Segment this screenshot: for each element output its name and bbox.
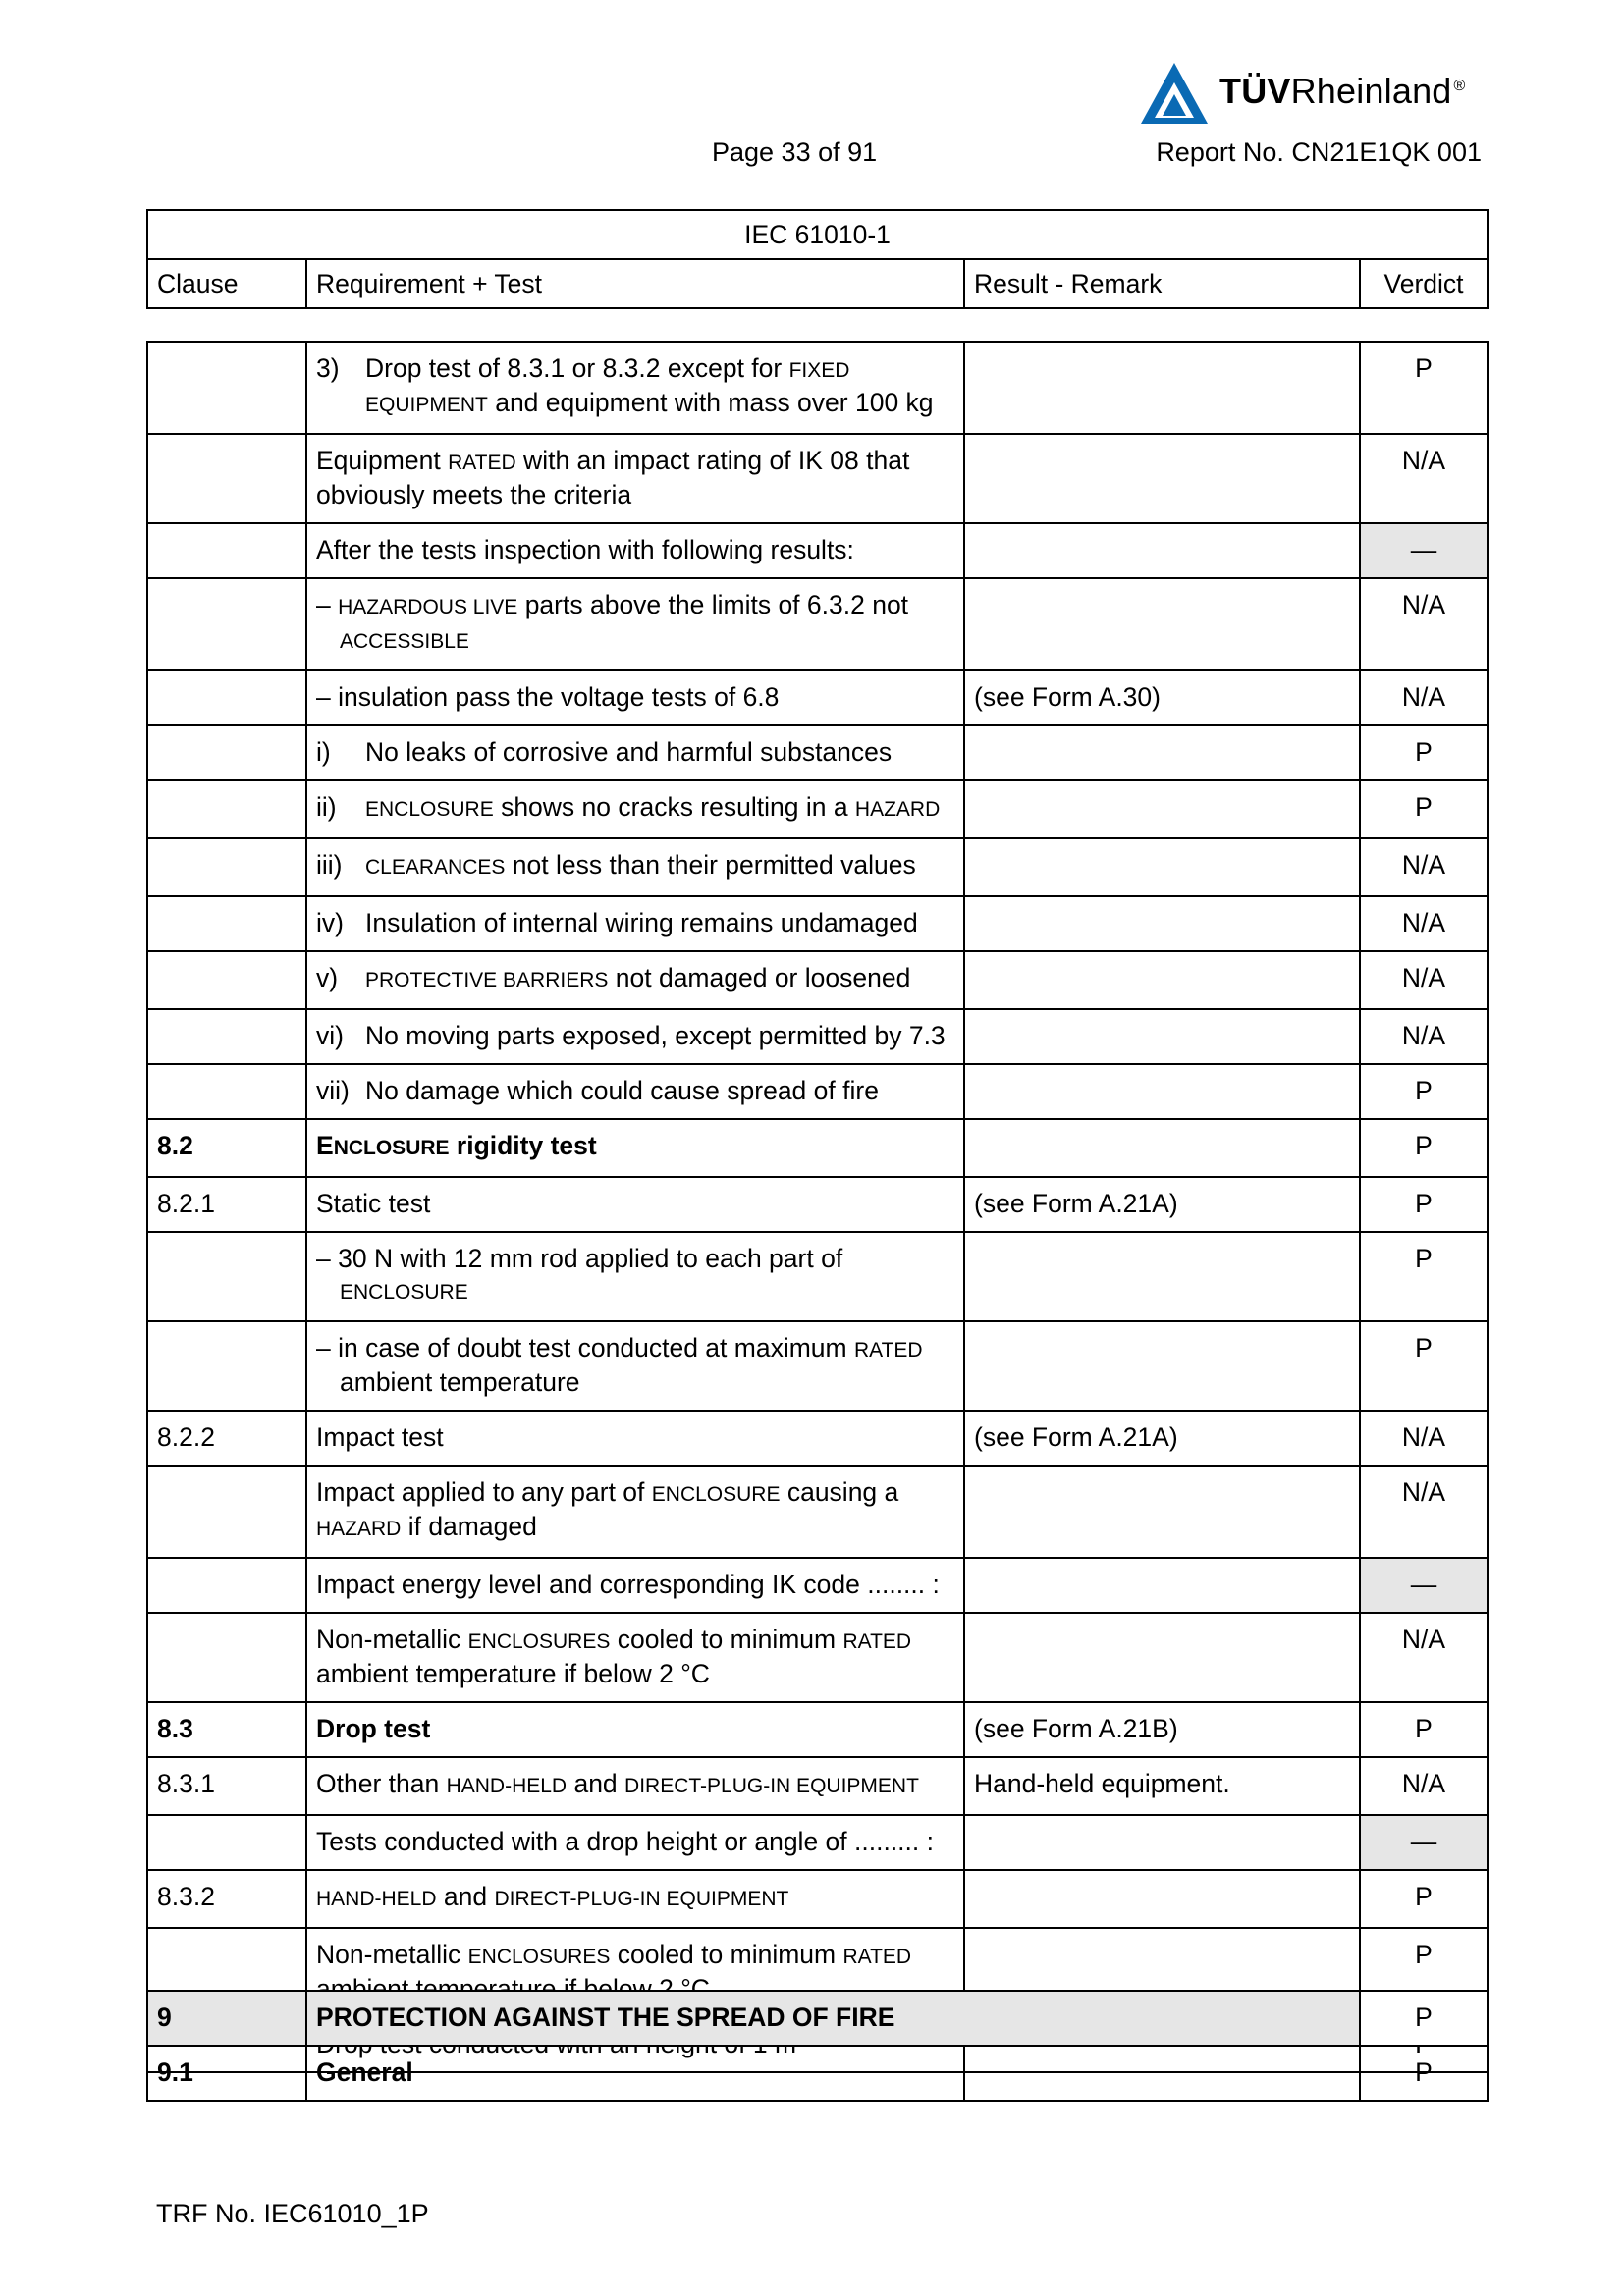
requirement-text: ambient temperature if below 2 °C [316, 1974, 710, 2003]
table-row [147, 1064, 1488, 1119]
clause-cell [147, 838, 306, 896]
requirement-text: No moving parts exposed, except permitted by 7.3 [365, 1021, 946, 1050]
requirement-text: not damaged or loosened [608, 963, 911, 992]
table-row [147, 1321, 1488, 1411]
requirement-cell [306, 1613, 964, 1702]
page-number: Page 33 of 91 [712, 137, 878, 167]
verdict-cell: P [1360, 342, 1488, 434]
requirement-text: Other than [316, 1769, 447, 1798]
clause-cell: 8.3.1 [147, 1757, 306, 1815]
table-row [147, 1702, 1488, 1757]
table-row [147, 342, 1488, 434]
small-caps-term: NCLOSURE [333, 1137, 450, 1159]
requirement-cell [306, 780, 964, 838]
table-row [147, 1411, 1488, 1466]
verdict-cell: P [1360, 780, 1488, 838]
result-cell [964, 1613, 1360, 1702]
requirement-text: Equipment [316, 446, 449, 475]
logo-wordmark [1219, 71, 1466, 112]
requirement-text: Impact test [316, 1422, 444, 1452]
clause-cell [147, 578, 306, 670]
small-caps-term: RATED [853, 1339, 923, 1362]
table-row [147, 1466, 1488, 1558]
col-requirement-header: Requirement + Test [306, 259, 964, 308]
table-row [147, 838, 1488, 896]
dash-item [316, 1243, 954, 1308]
small-caps-term: HAZARD [854, 798, 941, 821]
col-result-header: Result - Remark [964, 259, 1360, 308]
small-caps-term: HAZARD [316, 1518, 402, 1540]
clause-cell [147, 1815, 306, 1870]
requirement-text: No leaks of corrosive and harmful substances [365, 737, 893, 767]
clause-9-1-verdict: P [1360, 2046, 1488, 2101]
requirement-cell [306, 1009, 964, 1064]
small-caps-term: HAZARDOUS LIVE [338, 596, 518, 618]
requirement-cell [306, 1321, 964, 1411]
requirement-cell [306, 1558, 964, 1613]
clause-cell [147, 670, 306, 725]
requirements-body [147, 342, 1488, 2072]
enumerated-item [316, 352, 954, 421]
verdict-cell: P [1360, 1702, 1488, 1757]
table-row [147, 670, 1488, 725]
clause-cell [147, 725, 306, 780]
verdict-cell: P [1360, 1177, 1488, 1232]
small-caps-term: DIRECT-PLUG-IN EQUIPMENT [494, 1888, 789, 1910]
col-verdict-header: Verdict [1360, 259, 1488, 308]
result-cell [964, 1009, 1360, 1064]
requirement-cell [306, 1411, 964, 1466]
requirement-text: ambient temperature if below 2 °C [316, 1659, 710, 1688]
requirement-text: if damaged [401, 1512, 537, 1541]
col-clause-header: Clause [147, 259, 306, 308]
requirement-text: Drop test of 8.3.1 or 8.3.2 except for [365, 353, 789, 383]
requirement-text: – [316, 590, 339, 619]
verdict-cell: N/A [1360, 951, 1488, 1009]
requirement-text: Insulation of internal wiring remains undamaged [365, 908, 918, 937]
tuv-triangle-icon [1139, 61, 1210, 126]
requirements-table [146, 341, 1489, 2073]
result-cell: (see Form A.21A) [964, 1411, 1360, 1466]
table-row [147, 1870, 1488, 1928]
requirement-text: and equipment with mass over 100 kg [487, 388, 934, 417]
requirement-cell [306, 1702, 964, 1757]
enumerated-item [316, 907, 954, 938]
logo-suffix: Rheinland [1290, 71, 1452, 111]
clause-cell [147, 1613, 306, 1702]
result-cell [964, 725, 1360, 780]
item-number: vii) [316, 1076, 350, 1105]
small-caps-term: DIRECT-PLUG-IN EQUIPMENT [624, 1775, 919, 1797]
verdict-cell: N/A [1360, 1757, 1488, 1815]
requirement-text: and [436, 1882, 495, 1911]
requirement-text: Static test [316, 1189, 431, 1218]
requirement-cell [306, 1870, 964, 1928]
requirement-text: causing a [780, 1477, 899, 1507]
requirement-cell [306, 896, 964, 951]
clause-cell [147, 1009, 306, 1064]
requirement-text: with an impact rating of IK 08 that obviously meets the criteria [316, 446, 910, 509]
small-caps-term: RATED [448, 452, 516, 474]
result-cell [964, 1119, 1360, 1177]
item-number: v) [316, 963, 339, 992]
clause-cell: 8.2.1 [147, 1177, 306, 1232]
enumerated-item [316, 736, 954, 768]
result-cell [964, 1232, 1360, 1321]
result-cell [964, 434, 1360, 523]
clause-cell: 8.2.2 [147, 1411, 306, 1466]
item-number: iii) [316, 850, 343, 880]
requirement-text: Drop test [316, 1714, 431, 1743]
item-number: ii) [316, 792, 337, 822]
table-row [147, 1177, 1488, 1232]
small-caps-term: ENCLOSURE [340, 1281, 468, 1304]
clause-cell [147, 434, 306, 523]
requirement-cell [306, 670, 964, 725]
table-header [146, 209, 1489, 309]
clause-cell: 8.3.2 [147, 1870, 306, 1928]
result-cell [964, 342, 1360, 434]
requirement-text: cooled to minimum [610, 1625, 843, 1654]
clause-cell [147, 1321, 306, 1411]
clause-cell [147, 951, 306, 1009]
result-cell: (see Form A.21B) [964, 1702, 1360, 1757]
requirement-text: – insulation pass the voltage tests of 6.8 [316, 682, 780, 712]
requirement-text: – in case of doubt test conducted at maximum [316, 1333, 854, 1362]
section-9-table [146, 1990, 1489, 2102]
requirement-cell [306, 725, 964, 780]
verdict-cell: P [1360, 1064, 1488, 1119]
table-row [147, 951, 1488, 1009]
registered-mark: ® [1453, 78, 1466, 94]
clause-cell: 8.2 [147, 1119, 306, 1177]
requirement-text: After the tests inspection with following results: [316, 535, 854, 564]
requirement-text: Tests conducted with a drop height or angle of ......... : [316, 1827, 934, 1856]
requirement-text: cooled to minimum [610, 1940, 843, 1969]
requirement-text: rigidity test [449, 1131, 597, 1160]
logo-prefix: TÜV [1219, 71, 1291, 111]
requirement-text: Non-metallic [316, 1940, 468, 1969]
requirement-cell [306, 838, 964, 896]
requirement-cell [306, 1232, 964, 1321]
result-cell [964, 896, 1360, 951]
result-cell: (see Form A.21A) [964, 1177, 1360, 1232]
requirement-text: E [316, 1131, 334, 1160]
result-cell [964, 1064, 1360, 1119]
clause-9-1-result [964, 2046, 1360, 2101]
requirement-cell [306, 342, 964, 434]
verdict-cell: — [1360, 523, 1488, 578]
clause-cell [147, 1064, 306, 1119]
clause-cell: 8.3 [147, 1702, 306, 1757]
verdict-cell: N/A [1360, 578, 1488, 670]
verdict-cell: N/A [1360, 1466, 1488, 1558]
table-row [147, 1613, 1488, 1702]
table-row [147, 780, 1488, 838]
result-cell: Hand-held equipment. [964, 1757, 1360, 1815]
small-caps-term: HAND-HELD [316, 1888, 437, 1910]
report-number: Report No. CN21E1QK 001 [1156, 137, 1482, 167]
item-number: 3) [316, 353, 340, 383]
clause-cell [147, 1232, 306, 1321]
small-caps-term: ENCLOSURE [651, 1483, 781, 1506]
result-cell [964, 1815, 1360, 1870]
item-number: iv) [316, 908, 344, 937]
clause-9-1: 9.1 [147, 2046, 306, 2101]
section-9-verdict: P [1360, 1991, 1488, 2046]
verdict-cell: N/A [1360, 434, 1488, 523]
item-number: vi) [316, 1021, 344, 1050]
table-row [147, 578, 1488, 670]
requirement-text: Impact applied to any part of [316, 1477, 652, 1507]
table-row [147, 896, 1488, 951]
requirement-text: ambient temperature [340, 1367, 580, 1397]
result-cell [964, 1558, 1360, 1613]
tuv-rheinland-logo [1139, 61, 1483, 130]
requirement-text: – 30 N with 12 mm rod applied to each part of [316, 1244, 843, 1273]
requirement-cell [306, 951, 964, 1009]
requirement-cell [306, 434, 964, 523]
small-caps-term: ENCLOSURE [365, 798, 494, 821]
requirement-cell [306, 523, 964, 578]
clause-cell [147, 1558, 306, 1613]
verdict-cell: N/A [1360, 1613, 1488, 1702]
verdict-cell: — [1360, 1815, 1488, 1870]
verdict-cell: N/A [1360, 1009, 1488, 1064]
requirement-cell [306, 1064, 964, 1119]
verdict-cell: P [1360, 1928, 1488, 2017]
requirement-cell [306, 1466, 964, 1558]
requirement-cell [306, 1119, 964, 1177]
result-cell [964, 951, 1360, 1009]
small-caps-term: RATED [842, 1630, 912, 1653]
requirement-text: No damage which could cause spread of fire [365, 1076, 879, 1105]
requirement-text: Non-metallic [316, 1625, 468, 1654]
small-caps-term: CLEARANCES [365, 856, 506, 879]
result-cell [964, 578, 1360, 670]
result-cell [964, 780, 1360, 838]
verdict-cell: N/A [1360, 838, 1488, 896]
clause-cell [147, 342, 306, 434]
clause-cell [147, 780, 306, 838]
requirement-cell [306, 1757, 964, 1815]
table-row [147, 725, 1488, 780]
verdict-cell: P [1360, 1232, 1488, 1321]
requirement-cell [306, 1815, 964, 1870]
table-row [147, 523, 1488, 578]
item-number: i) [316, 737, 331, 767]
result-cell [964, 1870, 1360, 1928]
requirement-text: Impact energy level and corresponding IK code ........ : [316, 1570, 940, 1599]
verdict-cell: — [1360, 1558, 1488, 1613]
small-caps-term: RATED [842, 1946, 912, 1968]
table-row [147, 1119, 1488, 1177]
requirement-text: not less than their permitted values [505, 850, 916, 880]
clause-cell [147, 1466, 306, 1558]
small-caps-term: ENCLOSURES [467, 1946, 611, 1968]
clause-9-1-title: General [306, 2046, 964, 2101]
verdict-cell: P [1360, 1119, 1488, 1177]
verdict-cell: N/A [1360, 1411, 1488, 1466]
result-cell [964, 1466, 1360, 1558]
result-cell [964, 1321, 1360, 1411]
enumerated-item [316, 791, 954, 826]
enumerated-item [316, 1020, 954, 1051]
requirement-cell [306, 1177, 964, 1232]
requirement-cell [306, 578, 964, 670]
dash-item [316, 1332, 954, 1398]
trf-footer: TRF No. IEC61010_1P [156, 2199, 429, 2228]
small-caps-term: FIXED EQUIPMENT [365, 359, 850, 416]
small-caps-term: ACCESSIBLE [340, 630, 469, 653]
clause-cell [147, 896, 306, 951]
verdict-cell: P [1360, 1870, 1488, 1928]
small-caps-term: ENCLOSURES [467, 1630, 611, 1653]
result-cell: (see Form A.30) [964, 670, 1360, 725]
requirement-text: parts above the limits of 6.3.2 not [517, 590, 909, 619]
table-row [147, 1815, 1488, 1870]
small-caps-term: HAND-HELD [446, 1775, 568, 1797]
standard-title: IEC 61010-1 [147, 210, 1488, 259]
table-row [147, 1232, 1488, 1321]
verdict-cell: P [1360, 1321, 1488, 1411]
enumerated-item [316, 1075, 954, 1106]
table-row [147, 1009, 1488, 1064]
requirement-text: and [567, 1769, 625, 1798]
section-9-clause: 9 [147, 1991, 306, 2046]
verdict-cell: P [1360, 725, 1488, 780]
dash-item [316, 589, 954, 658]
small-caps-term: PROTECTIVE BARRIERS [365, 969, 609, 991]
clause-cell [147, 523, 306, 578]
result-cell [964, 838, 1360, 896]
enumerated-item [316, 962, 954, 996]
result-cell [964, 523, 1360, 578]
table-row [147, 434, 1488, 523]
enumerated-item [316, 849, 954, 883]
requirement-text: shows no cracks resulting in a [493, 792, 855, 822]
verdict-cell: N/A [1360, 670, 1488, 725]
table-row [147, 1757, 1488, 1815]
verdict-cell: N/A [1360, 896, 1488, 951]
table-row [147, 1558, 1488, 1613]
requirement-text: Drop test conducted with an height of 1 m [316, 2029, 797, 2058]
section-9-title: PROTECTION AGAINST THE SPREAD OF FIRE [306, 1991, 1360, 2046]
